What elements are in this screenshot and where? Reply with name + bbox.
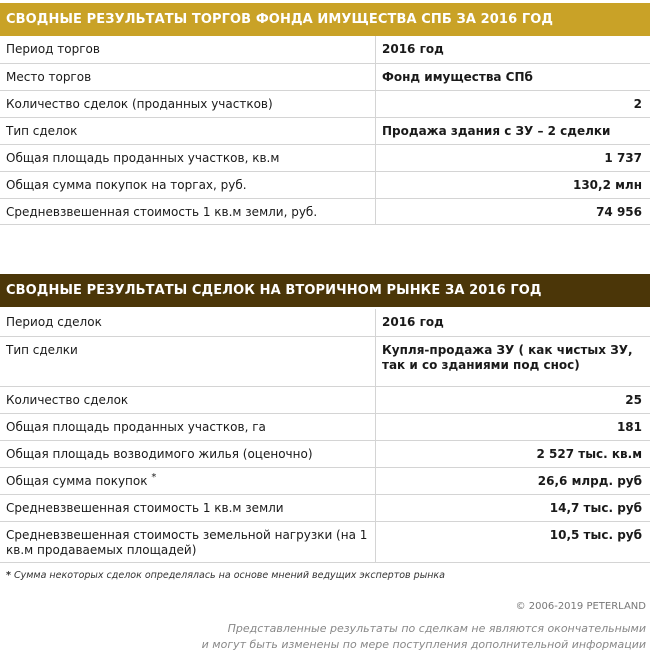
row-label: Общая площадь проданных участков, кв.м xyxy=(6,150,280,165)
row-value: Фонд имущества СПб xyxy=(376,63,650,90)
row-label-cell xyxy=(0,494,376,521)
row-value: 14,7 тыс. руб xyxy=(376,494,650,521)
row-label: Количество сделок (проданных участков) xyxy=(6,96,273,111)
footnote xyxy=(6,570,445,581)
section2-title: СВОДНЫЕ РЕЗУЛЬТАТЫ СДЕЛОК НА ВТОРИЧНОМ РЫНКЕ ЗА 2016 ГОД xyxy=(0,274,650,307)
row-label: Средневзвешенная стоимость земельной нагрузки (на 1 кв.м продаваемых площадей) xyxy=(6,527,368,557)
row-label-cell xyxy=(0,63,376,90)
row-value: 181 xyxy=(376,413,650,440)
section1-title: СВОДНЫЕ РЕЗУЛЬТАТЫ ТОРГОВ ФОНДА ИМУЩЕСТВА СПБ ЗА 2016 ГОД xyxy=(0,3,650,36)
row-value: 1 737 xyxy=(376,144,650,171)
row-label-cell xyxy=(0,467,376,494)
row-value: 25 xyxy=(376,386,650,413)
footnote-mark: * xyxy=(6,570,11,581)
row-label: Общая площадь проданных участков, га xyxy=(6,419,266,434)
row-label: Средневзвешенная стоимость 1 кв.м земли, руб. xyxy=(6,204,318,219)
section2-table xyxy=(0,309,650,563)
row-value: 74 956 xyxy=(376,198,650,224)
row-label: Общая площадь возводимого жилья (оценочно) xyxy=(6,446,313,461)
row-label-cell xyxy=(0,440,376,467)
row-label-cell xyxy=(0,36,376,63)
table-row xyxy=(0,90,650,117)
table-row xyxy=(0,336,650,386)
row-label-cell xyxy=(0,386,376,413)
row-label: Период сделок xyxy=(6,315,102,329)
row-label-cell xyxy=(0,521,376,562)
row-value: 130,2 млн xyxy=(376,171,650,198)
row-label: Общая сумма покупок на торгах, руб. xyxy=(6,177,247,192)
copyright: © 2006-2019 PETERLAND xyxy=(515,601,646,612)
row-value: Купля-продажа ЗУ ( как чистых ЗУ, так и со зданиями под снос) xyxy=(376,336,650,386)
row-value: 26,6 млрд. руб xyxy=(376,467,650,494)
table-row xyxy=(0,413,650,440)
footnote-text: Сумма некоторых сделок определялась на основе мнений ведущих экспертов рынка xyxy=(14,570,445,581)
row-label-cell xyxy=(0,309,376,336)
row-label: Место торгов xyxy=(6,69,92,84)
table-row xyxy=(0,521,650,562)
row-value: 2016 год xyxy=(376,36,650,63)
row-value: 2 527 тыс. кв.м xyxy=(376,440,650,467)
disclaimer-line1: Представленные результаты по сделкам не являются окончательными xyxy=(227,622,646,635)
row-label-cell xyxy=(0,117,376,144)
table-row xyxy=(0,494,650,521)
table-row xyxy=(0,309,650,336)
table-row xyxy=(0,36,650,63)
table-row xyxy=(0,440,650,467)
row-label: Средневзвешенная стоимость 1 кв.м земли xyxy=(6,500,284,515)
row-value: 10,5 тыс. руб xyxy=(376,521,650,562)
row-label-cell xyxy=(0,336,376,386)
table-row xyxy=(0,467,650,494)
table-row xyxy=(0,198,650,224)
section1-table xyxy=(0,36,650,225)
disclaimer-line2: и могут быть изменены по мере поступления дополнительной информации xyxy=(201,638,646,651)
row-label-cell xyxy=(0,144,376,171)
disclaimer xyxy=(202,621,646,653)
table-row xyxy=(0,171,650,198)
row-value: Продажа здания с ЗУ – 2 сделки xyxy=(376,117,650,144)
row-value: 2016 год xyxy=(376,309,650,336)
table-row xyxy=(0,117,650,144)
table-row xyxy=(0,144,650,171)
footnote-marker: * xyxy=(151,471,157,483)
row-label: Тип сделки xyxy=(6,342,78,357)
row-label-cell xyxy=(0,198,376,224)
row-label: Тип сделок xyxy=(6,123,78,138)
row-value: 2 xyxy=(376,90,650,117)
row-label-cell xyxy=(0,90,376,117)
row-label: Период торгов xyxy=(6,42,100,56)
row-label: Количество сделок xyxy=(6,392,129,407)
row-label-cell xyxy=(0,413,376,440)
table-row xyxy=(0,386,650,413)
table-row xyxy=(0,63,650,90)
row-label: Общая сумма покупок xyxy=(6,473,148,488)
row-label-cell xyxy=(0,171,376,198)
